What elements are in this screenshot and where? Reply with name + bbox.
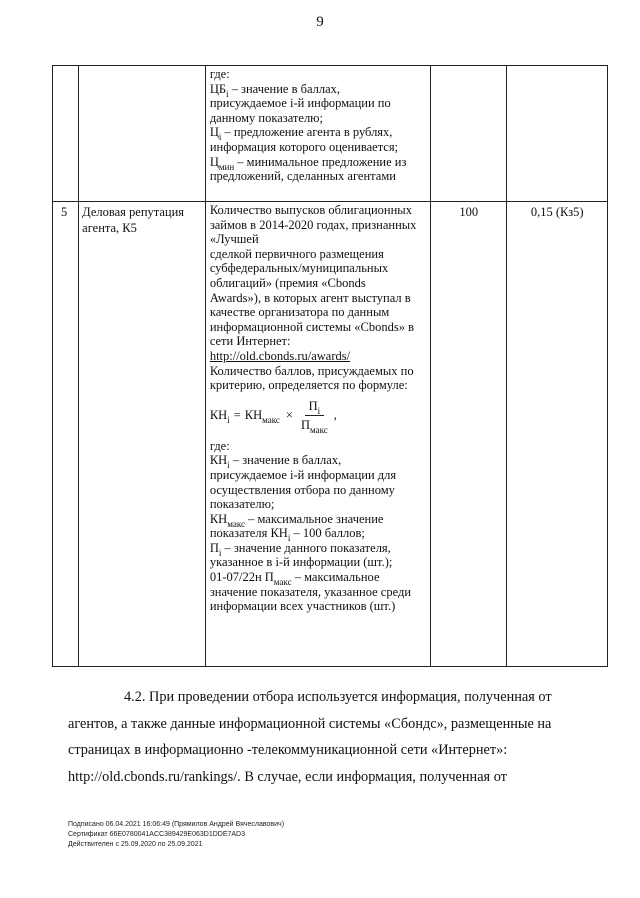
criterion-description [206,202,430,616]
explanation-line: информации всех участников (шт.) [209,599,396,614]
description-line: информационной системы «Cbonds» в [209,319,415,334]
signature-line: Действителен с 25.09.2020 по 25.09.2021 [68,841,203,848]
formula-eq: = [233,408,241,423]
points-value: 0,15 (Кз5) [530,205,584,219]
continuation-description [206,66,430,186]
description-cell [205,202,430,667]
description-line: Количество выпусков облигационных [209,203,412,217]
fraction-denominator: $П_{макс}$ [300,418,328,436]
explanation-line: осуществления отбора по данному [209,482,395,497]
cbonds-awards-link[interactable]: http://old.cbonds.ru/awards/ [209,348,351,363]
formula-lhs: $КН_i$ [209,408,230,426]
table-row-5 [53,202,608,667]
signature-stamp [68,820,284,850]
description-line: Awards»), в которых агент выступал в [209,290,411,305]
fraction-numerator: $П_i$ [305,399,325,417]
explanation-line: значение показателя, указанное среди [209,584,412,599]
description-line: «Лучшей [209,232,259,247]
description-line: присуждаемое i-й информации по [209,96,391,111]
description-line: облигаций» (премия «Cbonds [209,275,366,290]
signature-line: Сертификат 66E0780041ACC389429E063D1DDE7AD3 [68,831,246,838]
weight-cell [431,202,507,667]
explanation-line: присуждаемое i-й информации для [209,467,397,482]
description-cell [205,66,430,202]
explanation-line: где: [209,438,230,453]
formula-fraction [297,398,332,436]
criterion-name: Деловая репутация агента, К5 [82,205,185,235]
description-line: сети Интернет: [209,334,291,349]
row-number: 5 [61,205,68,219]
description-line: $ЦБ_i$ – значение в баллах, [209,81,341,99]
explanation-line: $П_i$ – значение данного показателя, [209,540,391,558]
formula-times: × [285,408,293,423]
criterion-cell [79,66,206,202]
row-number-cell [53,202,79,667]
description-line: займов в 2014-2020 годах, признанных [209,217,417,232]
body-paragraph [68,684,586,790]
description-line: критерию, определяется по формуле: [209,378,408,393]
criterion-cell [79,202,206,667]
paragraph-line: 4.2. При проведении отбора используется информация, полученная от [124,689,552,705]
row-number-cell [53,66,79,202]
explanation-line: указанное в i-й информации (шт.); [209,555,393,570]
description-line: Количество баллов, присуждаемых по [209,363,414,378]
description-line: информация которого оценивается; [209,139,399,154]
paragraph-line: страницах в информационно -телекоммуникационной сети «Интернет»: [68,742,508,758]
paragraph-line: http://old.cbonds.ru/rankings/. В случае, если информация, полученная от [68,768,507,785]
description-line: сделкой первичного размещения [209,246,384,261]
weight-cell [431,66,507,202]
explanation-line: показателя $КН_i - 100$ баллов; [209,526,365,544]
description-line: предложений, сделанных агентами [209,169,396,184]
points-cell [507,202,608,667]
description-line: $Ц_{мин}$ – минимальное предложение из [209,154,407,172]
explanation-line: $КН_{макс}$ – максимальное значение [209,511,384,529]
description-line: качестве организатора по данным [209,305,390,320]
description-line: где: [209,67,230,81]
signature-line: Подписано 06.04.2021 16:06:49 (Прямилов Андрей Вячеславович) [68,821,285,828]
formula-comma: , [333,408,337,423]
description-line: данному показателю; [209,110,323,125]
formula [210,393,427,439]
formula-max: $КН_{макс}$ [244,408,280,426]
points-cell [507,66,608,202]
explanation-line: $КН_i$ – значение в баллах, [209,453,342,471]
paragraph-line: агентов, а также данные информационной системы «Сбондс», размещенные на [68,715,552,732]
explanation-line: 01-07/22н $П_{макс}$ – максимальное [209,570,380,588]
description-line: субфедеральных/муниципальных [209,261,389,276]
description-line: $Ц_i$ – предложение агента в рублях, [209,125,393,143]
explanation-line: показателю; [209,497,275,512]
criteria-table [52,65,608,667]
table-row-continuation [53,66,608,202]
page-number: 9 [316,14,324,30]
weight-value: 100 [459,205,479,219]
